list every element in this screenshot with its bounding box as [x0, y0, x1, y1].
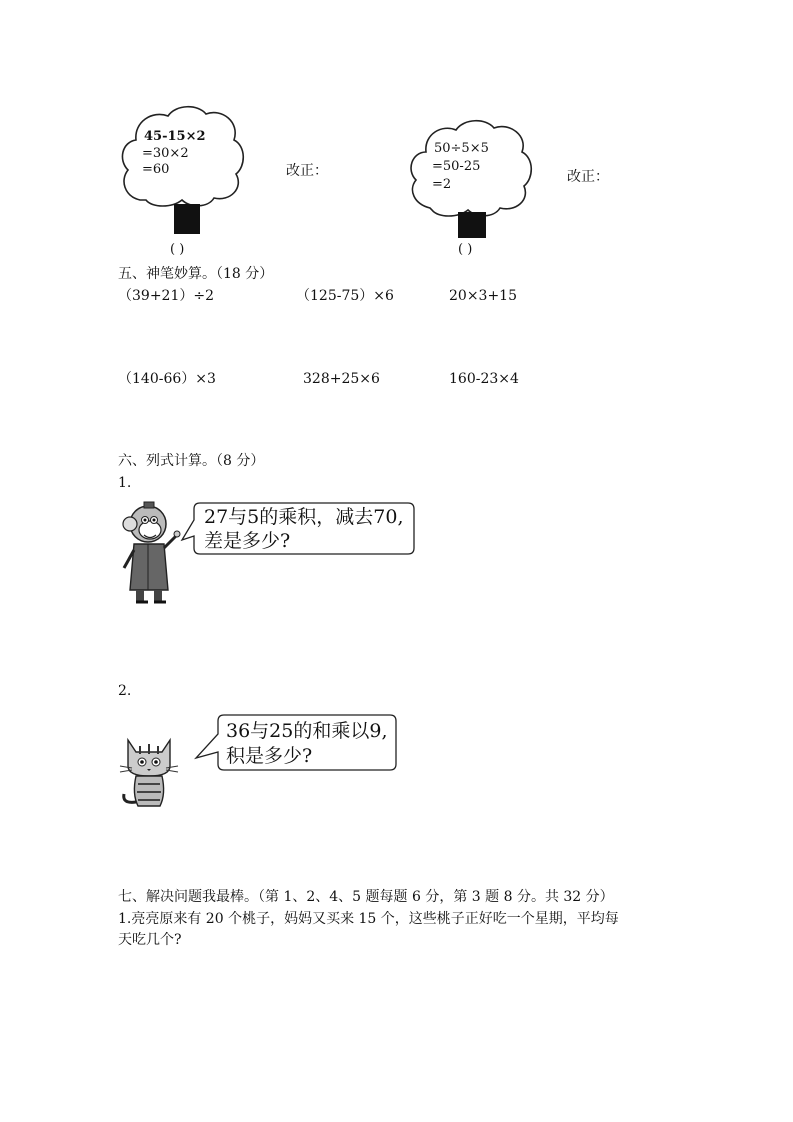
s7-q1-line-2: 天吃几个?	[118, 932, 182, 948]
q2-line-2: 积是多少?	[226, 745, 313, 767]
q2-number: 2.	[118, 683, 132, 699]
tree-figure-1	[118, 100, 248, 240]
tree2-answer-paren[interactable]: ( )	[458, 242, 473, 257]
section6-title: 六、列式计算。（8 分）	[118, 453, 265, 469]
tree-figure-2	[406, 112, 536, 242]
tree-illustration	[118, 100, 248, 240]
problem-3: 20×3+15	[449, 288, 517, 304]
tree2-fix-label: 改正：	[567, 169, 609, 185]
s7-q1-line-1: 1.亮亮原来有 20 个桃子，妈妈又买来 15 个，这些桃子正好吃一个星期，平均每	[118, 911, 619, 927]
tree2-line-2: =50-25	[432, 159, 481, 174]
q1-line-2: 差是多少?	[204, 530, 291, 552]
q2-line-1: 36与25的和乘以9,	[226, 720, 388, 742]
problem-2: （125-75）×6	[296, 288, 394, 304]
problem-1: （39+21）÷2	[118, 288, 214, 304]
tree2-line-3: =2	[432, 177, 452, 192]
tree1-answer-paren[interactable]: ( )	[170, 242, 185, 257]
tree1-line-3: =60	[142, 162, 170, 177]
q1-line-1: 27与5的乘积，减去70,	[204, 506, 404, 528]
monkey-icon	[118, 498, 184, 608]
problem-4: （140-66）×3	[118, 371, 216, 387]
section7-title: 七、解决问题我最棒。（第 1、2、4、5 题每题 6 分，第 3 题 8 分。共 32 分）	[118, 889, 614, 905]
tree1-fix-label: 改正：	[286, 163, 328, 179]
problem-6: 160-23×4	[449, 371, 519, 387]
problem-5: 328+25×6	[303, 371, 380, 387]
tree2-line-1: 50÷5×5	[434, 141, 489, 156]
q1-number: 1.	[118, 475, 132, 491]
tree1-line-1: 45-15×2	[144, 129, 206, 144]
section5-title: 五、神笔妙算。（18 分）	[118, 266, 274, 282]
speech-bubble-1	[180, 500, 420, 562]
tree-illustration	[406, 112, 536, 242]
cat-icon	[118, 732, 182, 812]
cat-image	[118, 732, 182, 816]
speech-bubble-2	[192, 712, 402, 778]
monkey-image	[118, 498, 184, 612]
tree1-line-2: =30×2	[142, 146, 189, 161]
